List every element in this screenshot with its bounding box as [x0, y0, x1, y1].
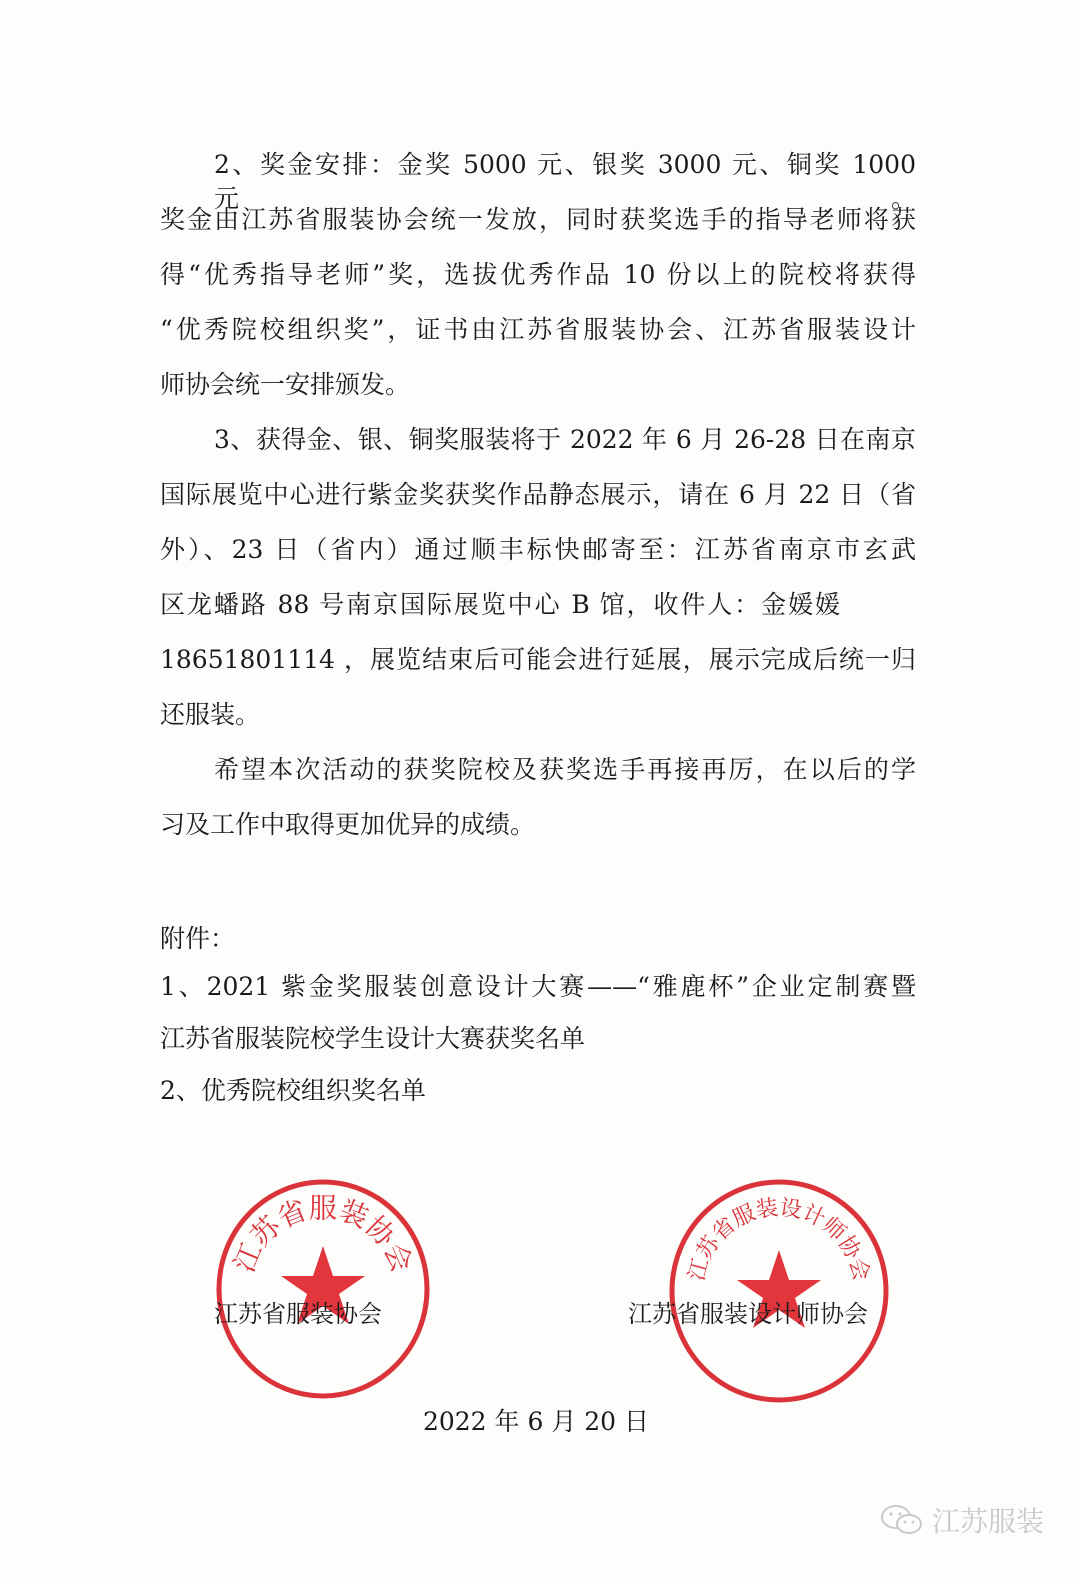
signature-left: 江苏省服装协会 [214, 1300, 382, 1328]
paragraph-line: “优秀院校组织奖”，证书由江苏省服装协会、江苏省服装设计 [160, 315, 916, 344]
svg-text:江苏省服装设计师协会: 江苏省服装设计师协会 [684, 1195, 874, 1284]
attachment-item: 1、2021 紫金奖服装创意设计大赛——“雅鹿杯”企业定制赛暨 [160, 972, 916, 1001]
stamp-right [666, 1178, 892, 1404]
paragraph-line: 还服装。 [160, 700, 261, 729]
attachments-heading: 附件： [160, 924, 236, 953]
paragraph-line: 奖金由江苏省服装协会统一发放，同时获奖选手的指导老师将获 [160, 205, 916, 234]
attachment-item: 江苏省服装院校学生设计大赛获奖名单 [160, 1024, 586, 1053]
paragraph-line: 外）、23 日（省内）通过顺丰标快邮寄至：江苏省南京市玄武 [160, 535, 916, 564]
stamp-left [212, 1178, 434, 1400]
svg-text:江苏省服装协会: 江苏省服装协会 [227, 1191, 419, 1277]
paragraph-line: 3、获得金、银、铜奖服装将于 2022 年 6 月 26-28 日在南京 [214, 425, 916, 454]
document-date: 2022 年 6 月 20 日 [422, 1407, 650, 1436]
wechat-icon [880, 1504, 924, 1536]
watermark-text: 江苏服装 [932, 1505, 1045, 1538]
paragraph-line: 师协会统一安排颁发。 [160, 370, 411, 399]
paragraph-line: 区龙蟠路 88 号南京国际展览中心 B 馆，收件人：金媛媛 [160, 590, 840, 619]
paragraph-line: 得“优秀指导老师”奖，选拔优秀作品 10 份以上的院校将获得 [160, 260, 916, 289]
paragraph-line: 习及工作中取得更加优异的成绩。 [160, 810, 536, 839]
paragraph-line: 希望本次活动的获奖院校及获奖选手再接再厉，在以后的学 [214, 755, 916, 784]
watermark [880, 1500, 1044, 1540]
paragraph-line: 国际展览中心进行紫金奖获奖作品静态展示，请在 6 月 22 日（省 [160, 480, 916, 509]
paragraph-line: 2、奖金安排：金奖 5000 元、银奖 3000 元、铜奖 1000 元。 [214, 150, 916, 213]
paragraph-line: 18651801114 ，展览结束后可能会进行延展，展示完成后统一归 [160, 645, 916, 674]
attachment-item: 2、优秀院校组织奖名单 [160, 1076, 426, 1105]
signature-right: 江苏省服装设计师协会 [628, 1300, 868, 1328]
